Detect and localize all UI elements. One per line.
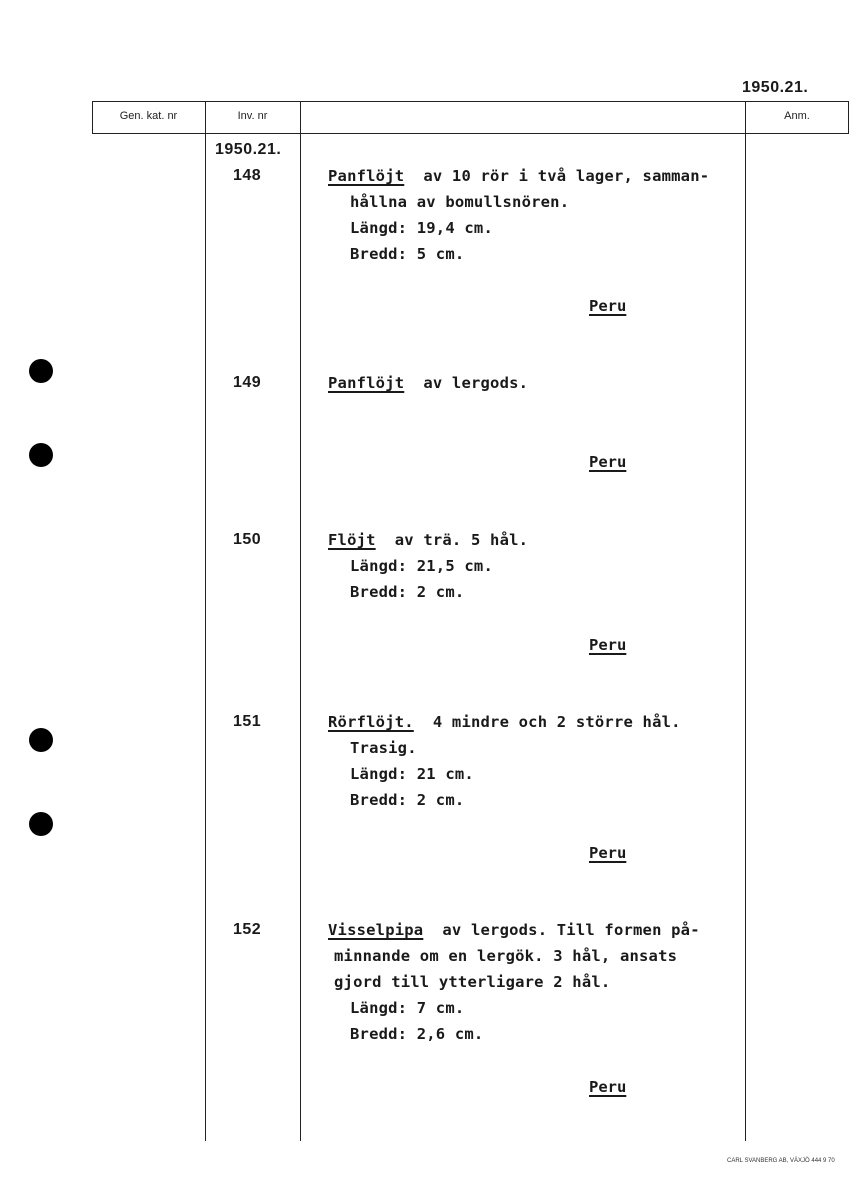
entry-line: Bredd: 2 cm. xyxy=(350,791,465,809)
header-gen-kat-nr: Gen. kat. nr xyxy=(119,110,178,122)
entry-line: Bredd: 2 cm. xyxy=(350,583,465,601)
entry-text: av trä. 5 hål. xyxy=(375,531,529,549)
entry-text: av lergods. Till formen på- xyxy=(423,921,700,939)
entry-first-line xyxy=(328,713,681,731)
entry-first-line xyxy=(328,531,528,549)
entry-first-line xyxy=(328,167,709,185)
entry-first-line xyxy=(328,374,528,392)
entry-title: Visselpipa xyxy=(328,921,424,939)
binder-hole xyxy=(29,728,53,752)
printer-imprint: CARL SVANBERG AB, VÄXJÖ 444 9 70 xyxy=(727,1158,835,1164)
entry-line: Trasig. xyxy=(350,739,417,757)
column-divider-inv xyxy=(300,101,301,1141)
entry-title: Panflöjt xyxy=(328,167,405,185)
entry-text: av lergods. xyxy=(404,374,529,392)
column-divider-anm xyxy=(745,101,746,1141)
page-number: 1950.21. xyxy=(742,79,809,96)
entry-origin: Peru xyxy=(589,844,627,862)
entry-line: hållna av bomullsnören. xyxy=(350,193,570,211)
entry-origin: Peru xyxy=(589,1078,627,1096)
entry-line: Längd: 19,4 cm. xyxy=(350,219,493,237)
column-divider-gen xyxy=(205,101,206,1141)
inv-number: 151 xyxy=(233,713,262,730)
header-inv-nr: Inv. nr xyxy=(237,110,268,122)
binder-hole xyxy=(29,443,53,467)
entry-line: Bredd: 2,6 cm. xyxy=(350,1025,484,1043)
entry-origin: Peru xyxy=(589,453,627,471)
inv-number: 149 xyxy=(233,374,262,391)
inv-number: 148 xyxy=(233,167,262,184)
entry-line: Längd: 21,5 cm. xyxy=(350,557,493,575)
inv-number: 150 xyxy=(233,531,262,548)
binder-hole xyxy=(29,812,53,836)
entry-title: Flöjt xyxy=(328,531,376,549)
header-anm: Anm. xyxy=(784,110,810,122)
inv-series-prefix: 1950.21. xyxy=(215,141,282,158)
entry-line: Bredd: 5 cm. xyxy=(350,245,465,263)
entry-line: Längd: 7 cm. xyxy=(350,999,465,1017)
entry-text: 4 mindre och 2 större hål. xyxy=(413,713,681,731)
entry-first-line xyxy=(328,921,700,939)
entry-line: minnande om en lergök. 3 hål, ansats xyxy=(334,947,678,965)
entry-line: Längd: 21 cm. xyxy=(350,765,474,783)
binder-hole xyxy=(29,359,53,383)
entry-line: gjord till ytterligare 2 hål. xyxy=(334,973,611,991)
entry-text: av 10 rör i två lager, samman- xyxy=(404,167,710,185)
entry-origin: Peru xyxy=(589,636,627,654)
inv-number: 152 xyxy=(233,921,262,938)
entry-title: Panflöjt xyxy=(328,374,405,392)
entry-origin: Peru xyxy=(589,297,627,315)
entry-title: Rörflöjt. xyxy=(328,713,414,731)
